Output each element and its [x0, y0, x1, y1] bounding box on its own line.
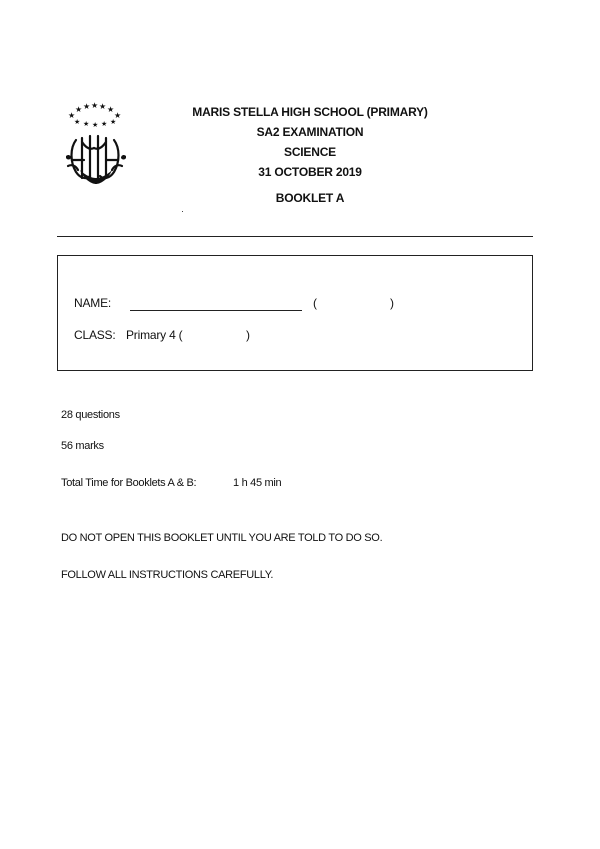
- instruction-follow-all: FOLLOW ALL INSTRUCTIONS CAREFULLY.: [61, 569, 274, 581]
- exam-header: [160, 102, 460, 208]
- svg-text:★: ★: [74, 118, 81, 126]
- question-count: 28 questions: [61, 409, 120, 421]
- register-number-close-paren: ): [390, 296, 394, 310]
- svg-text:★: ★: [68, 111, 76, 120]
- svg-text:★: ★: [75, 105, 83, 114]
- booklet-label: BOOKLET A: [275, 191, 345, 205]
- scan-speck: [182, 211, 183, 212]
- svg-text:★: ★: [101, 120, 108, 128]
- class-value: Primary 4 (: [126, 328, 183, 342]
- header-divider: [57, 236, 533, 237]
- name-field[interactable]: [130, 310, 302, 311]
- total-time-label: Total Time for Booklets A & B:: [61, 477, 197, 489]
- school-name: MARIS STELLA HIGH SCHOOL (PRIMARY): [192, 105, 428, 119]
- school-crest-icon: [62, 100, 130, 186]
- subject-name: SCIENCE: [284, 145, 336, 159]
- svg-text:★: ★: [83, 102, 91, 111]
- total-marks: 56 marks: [61, 440, 104, 452]
- exam-date: 31 OCTOBER 2019: [258, 165, 362, 179]
- svg-text:★: ★: [83, 120, 90, 128]
- total-time: [61, 477, 282, 489]
- instruction-do-not-open: DO NOT OPEN THIS BOOKLET UNTIL YOU ARE TOLD TO DO SO.: [61, 532, 383, 544]
- svg-text:★: ★: [92, 121, 99, 129]
- class-close-paren: ): [246, 328, 250, 342]
- svg-text:★: ★: [114, 111, 122, 120]
- class-label: CLASS:: [74, 328, 116, 342]
- svg-text:★: ★: [107, 105, 115, 114]
- svg-text:★: ★: [99, 102, 107, 111]
- total-time-value: 1 h 45 min: [233, 477, 282, 489]
- name-label: NAME:: [74, 296, 112, 310]
- exam-name: SA2 EXAMINATION: [256, 125, 364, 139]
- register-number-open-paren: (: [313, 296, 317, 310]
- svg-text:★: ★: [91, 101, 99, 110]
- student-details-box: [57, 255, 533, 371]
- svg-text:★: ★: [110, 118, 117, 126]
